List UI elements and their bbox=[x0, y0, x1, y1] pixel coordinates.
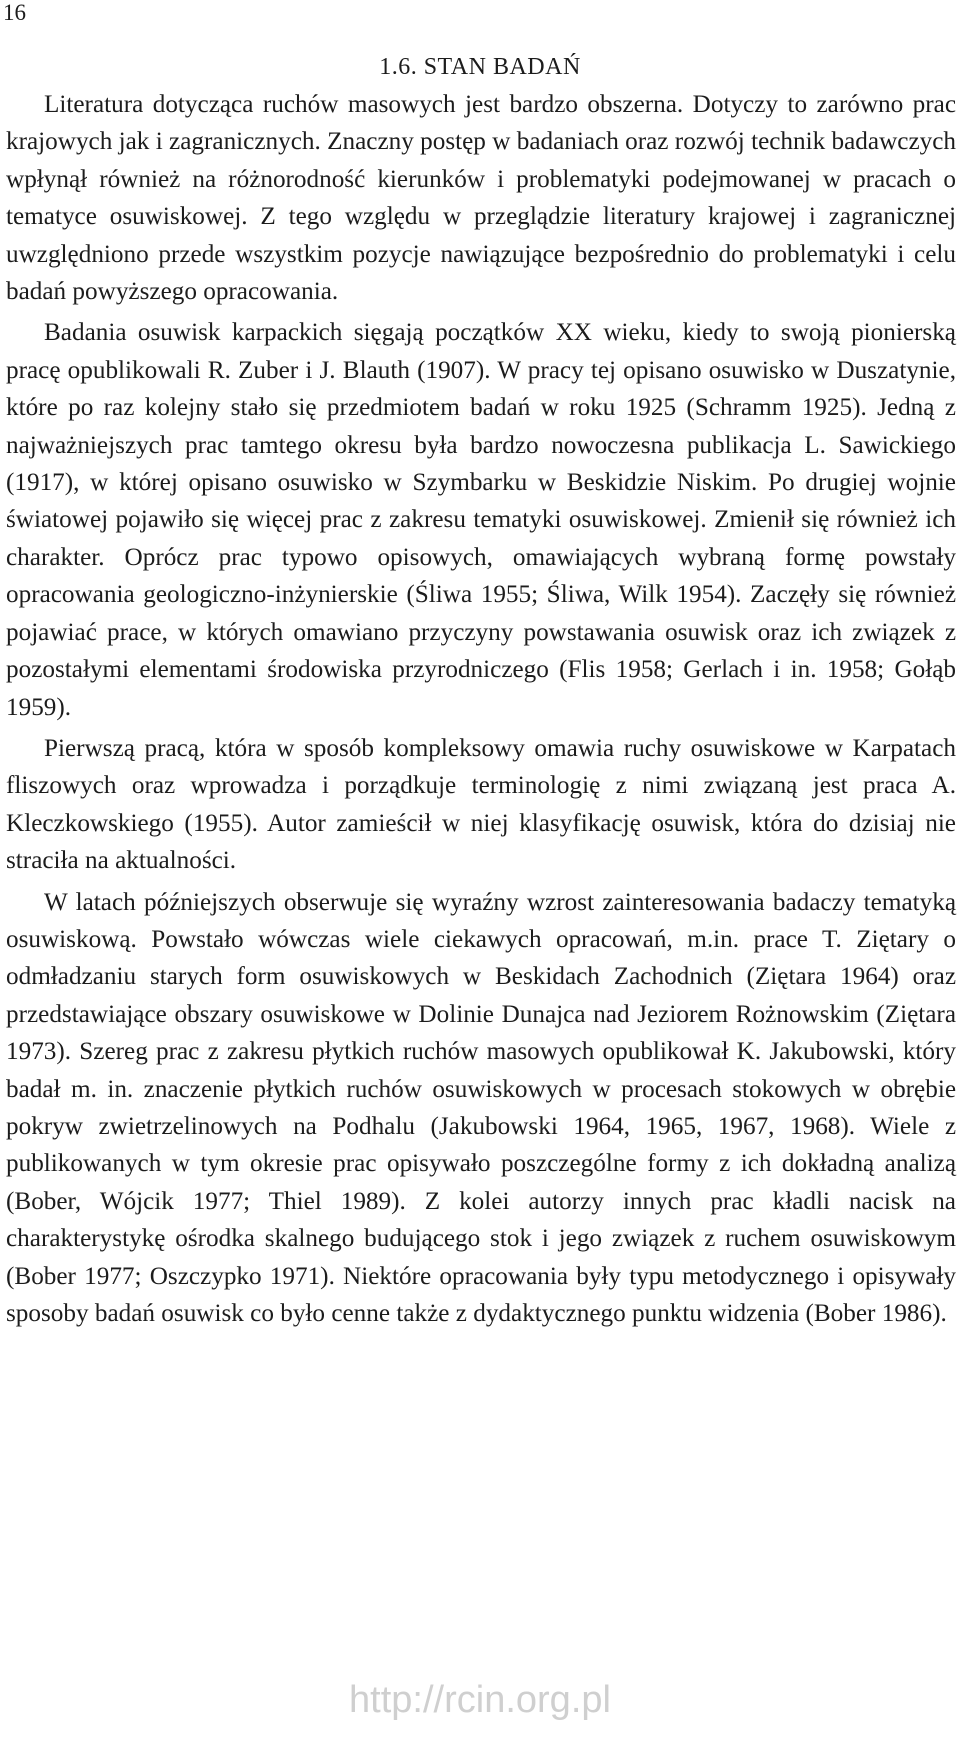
paragraph-later-research: W latach późniejszych obserwuje się wyraźny wzrost zainteresowania badaczy tematyką osuwiskową. Powstało wówczas wiele ciekawych opracowań, m.in. prace T. Ziętary o odmładzaniu starych form osuwiskowych w Beskidach Zachodnich (Ziętara 1964) oraz przedstawiające obszary osuwiskowe w Dolinie Dunajca nad Jeziorem Rożnowskim (Ziętara 1973). Szereg prac z zakresu płytkich ruchów masowych opublikował K. Jakubowski, który badał m. in. znaczenie płytkich ruchów osuwiskowych w procesach stokowych w obrębie pokryw zwietrzelinowych na Podhalu (Jakubowski 1964, 1965, 1967, 1968). Wiele z publikowanych w tym okresie prac opisywało poszczególne formy z ich dokładną analizą (Bober, Wójcik 1977; Thiel 1989). Z kolei autorzy innych prac kładli nacisk na charakterystykę ośrodka skalnego budującego stok i jego związek z ruchem osuwiskowym (Bober 1977; Oszczypko 1971). Niektóre opracowania były typu metodycznego i opisywały sposoby badań osuwisk co było cenne także z dydaktycznego punktu widzenia (Bober 1986). bbox=[6, 888, 956, 1327]
paragraph-kleczkowski-classification: Pierwszą pracą, która w sposób kompleksowy omawia ruchy osuwiskowe w Karpatach fliszowych oraz wprowadza i porządkuje terminologię z nimi związaną jest praca A. Kleczkowskiego (1955). Autor zamieścił w niej klasyfikację osuwisk, która do dzisiaj nie straciła na aktualności. bbox=[6, 734, 956, 875]
section-heading: 1.6. STAN BADAŃ bbox=[379, 54, 581, 80]
paragraph-carpathian-landslide-history: Badania osuwisk karpackich sięgają początków XX wieku, kiedy to swoją pionierską pracę opublikowali R. Zuber i J. Blauth (1907). W pracy tej opisano osuwisko w Duszatynie, które po raz kolejny stało się przedmiotem badań w roku 1925 (Schramm 1925). Jedną z najważniejszych prac tamtego okresu była bardzo nowoczesna publikacja L. Sawickiego (1917), w której opisano osuwisko w Szymbarku w Beskidzie Niskim. Po drugiej wojnie światowej pojawiło się więcej prac z zakresu tematyki osuwiskowej. Zmienił się również ich charakter. Oprócz prac typowo opisowych, omawiających wybraną formę powstały opracowania geologiczno-inżynierskie (Śliwa 1955; Śliwa, Wilk 1954). Zaczęły się również pojawiać prace, w których omawiano przyczyny powstawania osuwisk oraz ich związek z pozostałymi elementami środowiska przyrodniczego (Flis 1958; Gerlach i in. 1958; Gołąb 1959). bbox=[6, 319, 956, 721]
body-text bbox=[6, 86, 956, 1336]
source-watermark: http://rcin.org.pl bbox=[349, 1679, 611, 1721]
paragraph-literature-overview: Literatura dotycząca ruchów masowych jest bardzo obszerna. Dotyczy to zarówno prac krajowych jak i zagranicznych. Znaczny postęp w badaniach oraz rozwój technik badawczych wpłynął również na różnorodność kierunków i problematyki podejmowanej w pracach o tematyce osuwiskowej. Z tego względu w przeglądzie literatury krajowej i zagranicznej uwzględniono przede wszystkim pozycje nawiązujące bezpośrednio do problematyki i celu badań powyższego opracowania. bbox=[6, 91, 956, 306]
page-number: 16 bbox=[3, 0, 26, 25]
